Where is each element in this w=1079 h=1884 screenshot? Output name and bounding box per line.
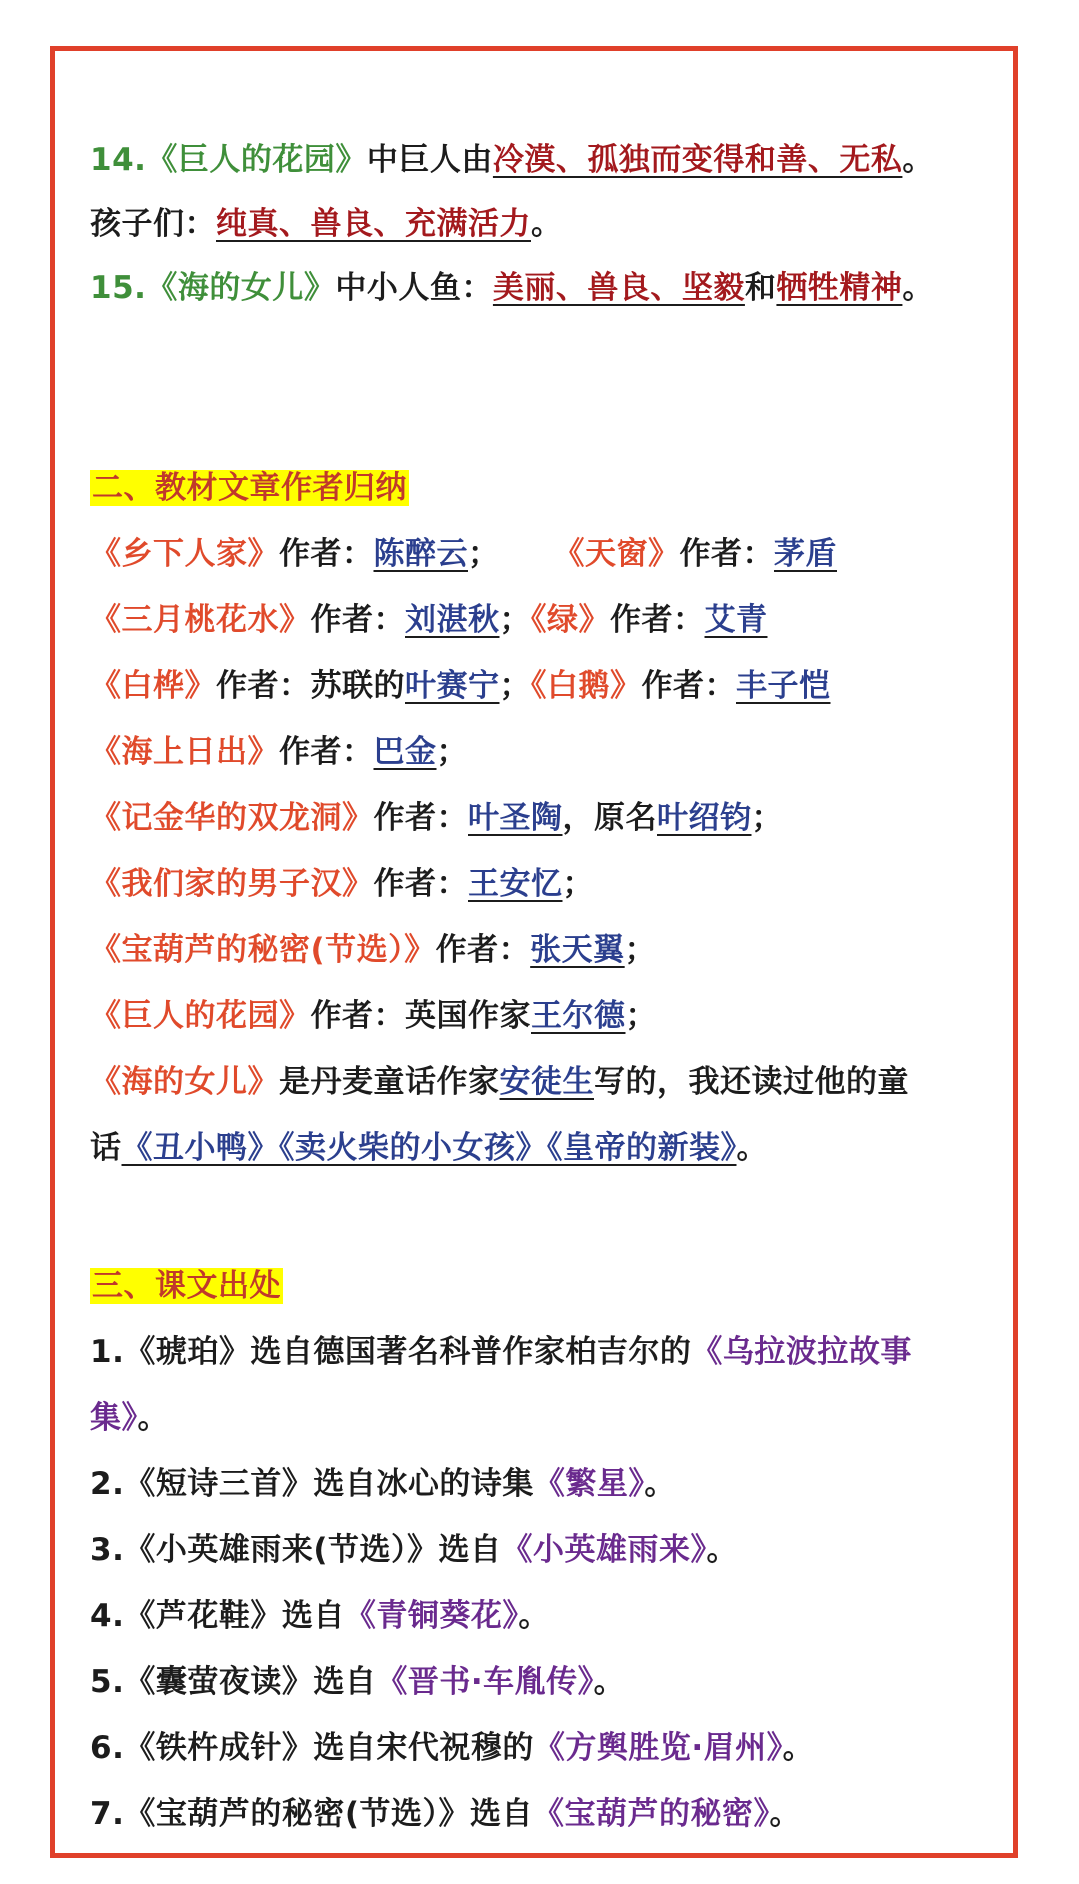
label: 孩子们： — [90, 206, 216, 242]
book-title: 《白鹅》 — [531, 668, 642, 704]
punct: 。 — [531, 206, 563, 242]
author-row — [90, 930, 656, 970]
source-item — [90, 1464, 676, 1504]
text: 4.《芦花鞋》选自 — [90, 1598, 345, 1634]
punct: 。 — [902, 142, 934, 178]
punct: 。 — [706, 1532, 739, 1568]
text: 中小人鱼： — [335, 270, 493, 306]
text: 1.《琥珀》选自德国著名科普作家柏吉尔的 — [90, 1334, 692, 1370]
author-name: 叶绍钧 — [657, 800, 752, 836]
punct: ； — [436, 734, 468, 770]
label: 作者： — [279, 536, 374, 572]
author-row-cont — [90, 1128, 768, 1168]
author-name: 张天翼 — [530, 932, 625, 968]
source-item — [90, 1596, 550, 1636]
source-title: 《晋书·车胤传》 — [376, 1664, 594, 1700]
punct: ； — [468, 536, 500, 572]
label: 作者：苏联的 — [216, 668, 405, 704]
punct: ； — [624, 932, 657, 968]
book-title: 《海的女儿》 — [90, 1064, 279, 1100]
text: 写的，我还读过他的童 — [594, 1064, 909, 1100]
book-title: 《我们家的男子汉》 — [90, 866, 374, 902]
author-name: 王安忆 — [468, 866, 563, 902]
source-item — [90, 1530, 738, 1570]
author-row — [90, 732, 468, 772]
label: 作者： — [373, 800, 468, 836]
punct: ； — [499, 602, 531, 638]
section-heading-authors — [90, 468, 409, 508]
label: 作者： — [610, 602, 705, 638]
trait-text: 冷漠、孤独而变得和善、无私 — [492, 142, 903, 178]
punct: 。 — [518, 1598, 550, 1634]
text: 和 — [744, 270, 777, 306]
text: 5.《囊萤夜读》选自 — [90, 1664, 377, 1700]
punct: 。 — [736, 1130, 768, 1166]
text: 6.《铁杵成针》选自宋代祝穆的 — [90, 1730, 534, 1766]
label: 作者： — [641, 668, 736, 704]
text-line-15 — [90, 268, 934, 308]
text: 3.《小英雄雨来(节选）》选自 — [90, 1532, 502, 1568]
label: 作者：英国作家 — [310, 998, 531, 1034]
book-title: 《宝葫芦的秘密(节选）》 — [90, 932, 436, 968]
trait-text: 纯真、兽良、充满活力 — [216, 206, 531, 242]
punct: ； — [751, 800, 783, 836]
punct: ； — [625, 998, 657, 1034]
label: 作者： — [679, 536, 774, 572]
author-name: 陈醉云 — [373, 536, 468, 572]
author-row — [90, 534, 837, 574]
author-row — [90, 996, 657, 1036]
punct: 。 — [137, 1400, 169, 1436]
author-name: 艾青 — [704, 602, 768, 638]
text: 话 — [90, 1130, 122, 1166]
heading-text: 三、课文出处 — [92, 1268, 281, 1304]
source-title: 集》 — [90, 1400, 138, 1436]
punct: 。 — [902, 270, 934, 306]
punct: 。 — [593, 1664, 626, 1700]
book-title: 《记金华的双龙洞》 — [90, 800, 374, 836]
source-item — [90, 1794, 801, 1834]
book-title: 《海上日出》 — [90, 734, 279, 770]
source-title: 《乌拉波拉故事 — [691, 1334, 912, 1370]
book-title: 《海的女儿》 — [146, 270, 336, 306]
book-title: 《绿》 — [531, 602, 610, 638]
punct: 。 — [644, 1466, 676, 1502]
source-item — [90, 1662, 625, 1702]
trait-text: 牺牲精神 — [776, 270, 903, 306]
author-name: 叶圣陶 — [468, 800, 563, 836]
text-line-14b — [90, 204, 563, 244]
section-heading-sources — [90, 1266, 283, 1306]
author-name: 叶赛宁 — [405, 668, 500, 704]
author-row — [90, 864, 594, 904]
source-item-cont — [90, 1398, 169, 1438]
text: ，原名 — [562, 800, 657, 836]
text: 是丹麦童话作家 — [279, 1064, 500, 1100]
author-name: 丰子恺 — [736, 668, 831, 704]
source-title: 《繁星》 — [533, 1466, 645, 1502]
punct: ； — [562, 866, 594, 902]
author-row — [90, 798, 783, 838]
source-title: 《宝葫芦的秘密》 — [533, 1796, 770, 1832]
text: 中巨人由 — [366, 142, 493, 178]
source-title: 《方舆胜览·眉州》 — [533, 1730, 783, 1766]
book-title: 《巨人的花园》 — [146, 142, 367, 178]
book-titles: 《丑小鸭》《卖火柴的小女孩》《皇帝的新装》 — [121, 1130, 737, 1166]
author-row — [90, 600, 768, 640]
item-number: 15. — [90, 270, 147, 306]
book-title: 《天窗》 — [553, 536, 680, 572]
book-title: 《乡下人家》 — [90, 536, 279, 572]
author-row — [90, 1062, 909, 1102]
text: 7.《宝葫芦的秘密(节选）》选自 — [90, 1796, 534, 1832]
label: 作者： — [373, 866, 468, 902]
author-row — [90, 666, 831, 706]
punct: ； — [499, 668, 531, 704]
source-item — [90, 1728, 814, 1768]
punct: 。 — [782, 1730, 815, 1766]
author-name: 茅盾 — [774, 536, 837, 572]
trait-text: 美丽、兽良、坚毅 — [492, 270, 745, 306]
label: 作者： — [279, 734, 374, 770]
author-name: 王尔德 — [531, 998, 626, 1034]
book-title: 《巨人的花园》 — [90, 998, 311, 1034]
item-number: 14. — [90, 142, 147, 178]
source-title: 《小英雄雨来》 — [501, 1532, 707, 1568]
heading-text: 二、教材文章作者归纳 — [92, 470, 407, 506]
punct: 。 — [769, 1796, 802, 1832]
book-title: 《白桦》 — [90, 668, 216, 704]
book-title: 《三月桃花水》 — [90, 602, 311, 638]
author-name: 刘湛秋 — [405, 602, 500, 638]
text-line-14 — [90, 140, 934, 180]
label: 作者： — [310, 602, 405, 638]
author-name: 巴金 — [373, 734, 437, 770]
source-title: 《青铜葵花》 — [344, 1598, 519, 1634]
source-item — [90, 1332, 912, 1372]
text: 2.《短诗三首》选自冰心的诗集 — [90, 1466, 534, 1502]
label: 作者： — [435, 932, 531, 968]
author-name: 安徒生 — [499, 1064, 594, 1100]
